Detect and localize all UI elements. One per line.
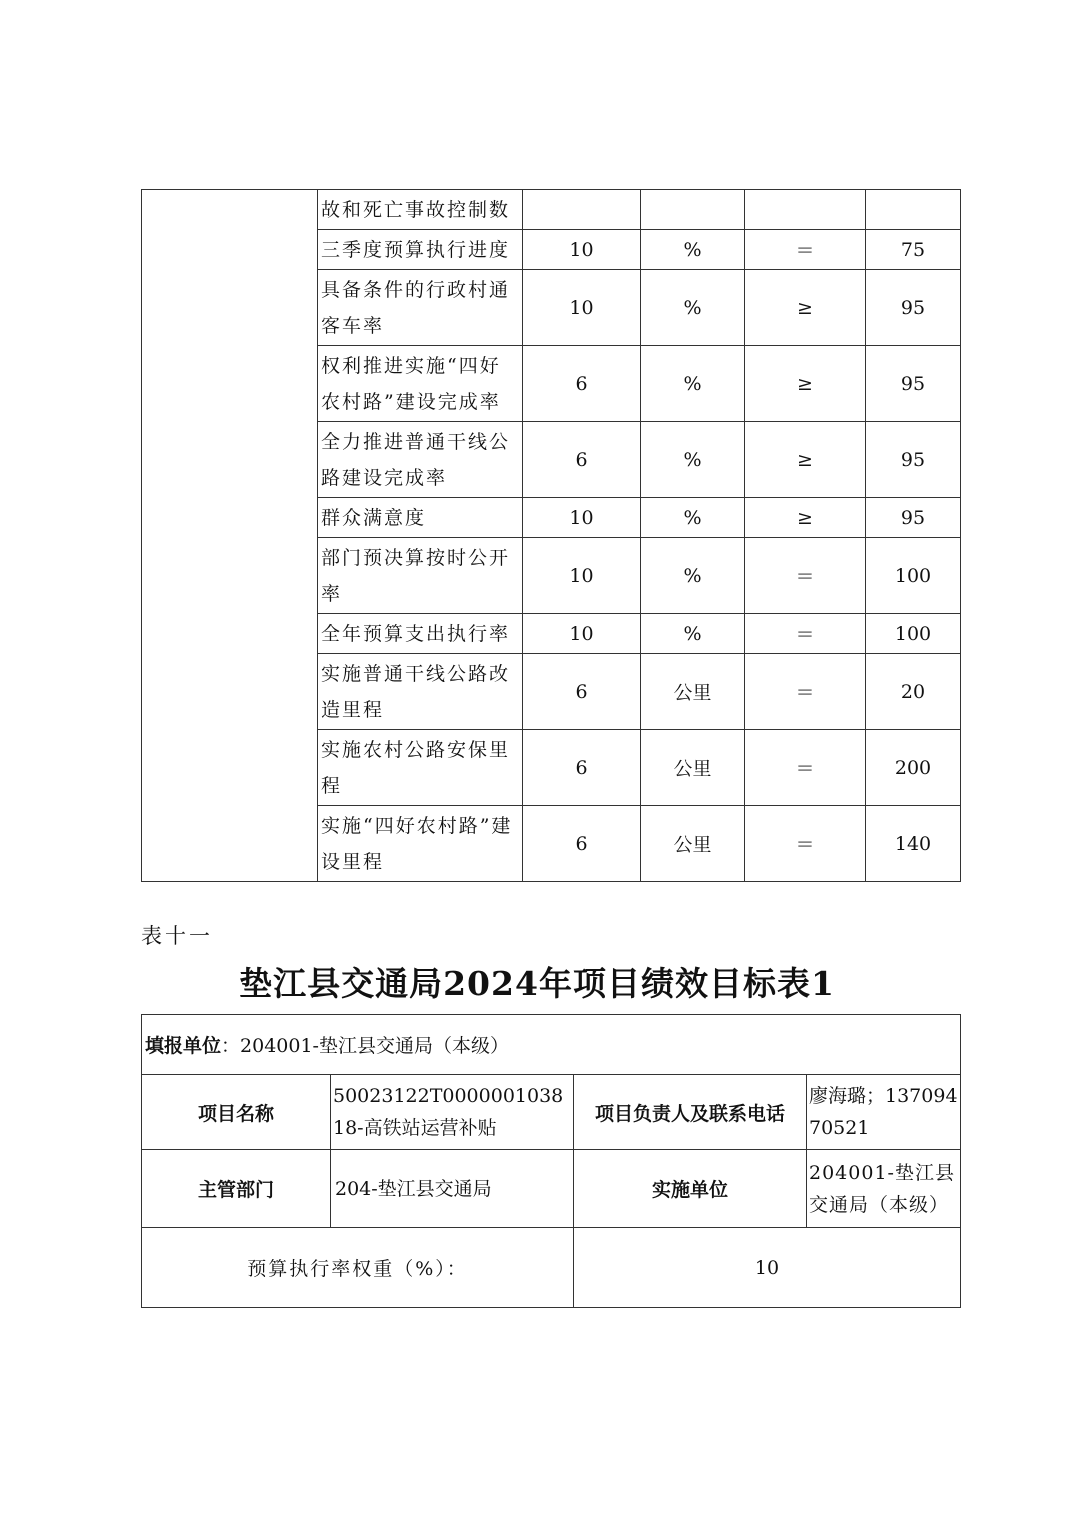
indicator-operator: ≥: [745, 422, 866, 498]
table-row: [142, 190, 961, 230]
indicator-operator: [745, 190, 866, 230]
table-caption: 表十一: [141, 924, 213, 948]
table-row: [142, 1150, 961, 1228]
indicator-unit: 公里: [641, 654, 745, 730]
indicator-weight: [523, 190, 641, 230]
indicator-target: 100: [866, 614, 961, 654]
reporting-unit-value: ：204001-垫江县交通局（本级）: [221, 1035, 509, 1057]
indicator-weight: 6: [523, 806, 641, 882]
indicator-unit: [641, 190, 745, 230]
indicator-unit: %: [641, 346, 745, 422]
indicator-weight: 10: [523, 498, 641, 538]
indicator-name: 部门预决算按时公开率: [318, 538, 523, 614]
indicator-unit: %: [641, 422, 745, 498]
indicator-target: 20: [866, 654, 961, 730]
project-info-table: [141, 1014, 961, 1308]
indicator-target: 75: [866, 230, 961, 270]
indicator-weight: 6: [523, 422, 641, 498]
indicator-name: 全力推进普通干线公路建设完成率: [318, 422, 523, 498]
indicator-target: 95: [866, 422, 961, 498]
indicator-unit: %: [641, 498, 745, 538]
indicator-target: 200: [866, 730, 961, 806]
indicator-name: 实施普通干线公路改造里程: [318, 654, 523, 730]
indicator-name: 群众满意度: [318, 498, 523, 538]
indicator-name: 故和死亡事故控制数: [318, 190, 523, 230]
indicator-name: 全年预算支出执行率: [318, 614, 523, 654]
indicator-unit: %: [641, 230, 745, 270]
indicator-name: 实施“四好农村路”建设里程: [318, 806, 523, 882]
indicator-unit: 公里: [641, 730, 745, 806]
table-row: [142, 1015, 961, 1075]
indicator-operator: ＝: [745, 614, 866, 654]
indicator-unit: %: [641, 538, 745, 614]
indicator-weight: 6: [523, 654, 641, 730]
category-cell: [142, 190, 318, 882]
dept-label: 主管部门: [142, 1150, 331, 1228]
indicator-weight: 10: [523, 230, 641, 270]
budget-weight-value: 10: [574, 1228, 961, 1308]
indicator-target: 95: [866, 498, 961, 538]
indicator-unit: %: [641, 270, 745, 346]
indicator-operator: ≥: [745, 346, 866, 422]
indicator-target: 95: [866, 270, 961, 346]
page-title: 垫江县交通局2024年项目绩效目标表1: [239, 964, 835, 1003]
indicator-table: [141, 189, 961, 882]
indicator-weight: 10: [523, 614, 641, 654]
indicator-name: 具备条件的行政村通客车率: [318, 270, 523, 346]
indicator-target: 140: [866, 806, 961, 882]
budget-weight-label: 预算执行率权重（%）：: [142, 1228, 574, 1308]
contact-value: 廖海璐；13709470521: [807, 1075, 961, 1150]
indicator-operator: ≥: [745, 270, 866, 346]
indicator-operator: ≥: [745, 498, 866, 538]
indicator-weight: 10: [523, 270, 641, 346]
table-row: [142, 1075, 961, 1150]
indicator-weight: 10: [523, 538, 641, 614]
indicator-target: [866, 190, 961, 230]
project-name-label: 项目名称: [142, 1075, 331, 1150]
indicator-target: 100: [866, 538, 961, 614]
indicator-operator: ＝: [745, 730, 866, 806]
reporting-unit-label: 填报单位: [145, 1035, 222, 1057]
indicator-weight: 6: [523, 346, 641, 422]
indicator-target: 95: [866, 346, 961, 422]
indicator-unit: 公里: [641, 806, 745, 882]
indicator-name: 实施农村公路安保里程: [318, 730, 523, 806]
table-row: [142, 1228, 961, 1308]
impl-value: 204001-垫江县交通局（本级）: [807, 1150, 961, 1228]
indicator-unit: %: [641, 614, 745, 654]
indicator-operator: ＝: [745, 538, 866, 614]
indicator-weight: 6: [523, 730, 641, 806]
indicator-name: 三季度预算执行进度: [318, 230, 523, 270]
project-name-value: 50023122T000000103818-高铁站运营补贴: [331, 1075, 574, 1150]
indicator-name: 权利推进实施“四好农村路”建设完成率: [318, 346, 523, 422]
indicator-operator: ＝: [745, 806, 866, 882]
indicator-operator: ＝: [745, 654, 866, 730]
contact-label: 项目负责人及联系电话: [574, 1075, 807, 1150]
impl-label: 实施单位: [574, 1150, 807, 1228]
reporting-unit-cell: [142, 1015, 961, 1075]
indicator-operator: ＝: [745, 230, 866, 270]
dept-value: 204-垫江县交通局: [331, 1150, 574, 1228]
